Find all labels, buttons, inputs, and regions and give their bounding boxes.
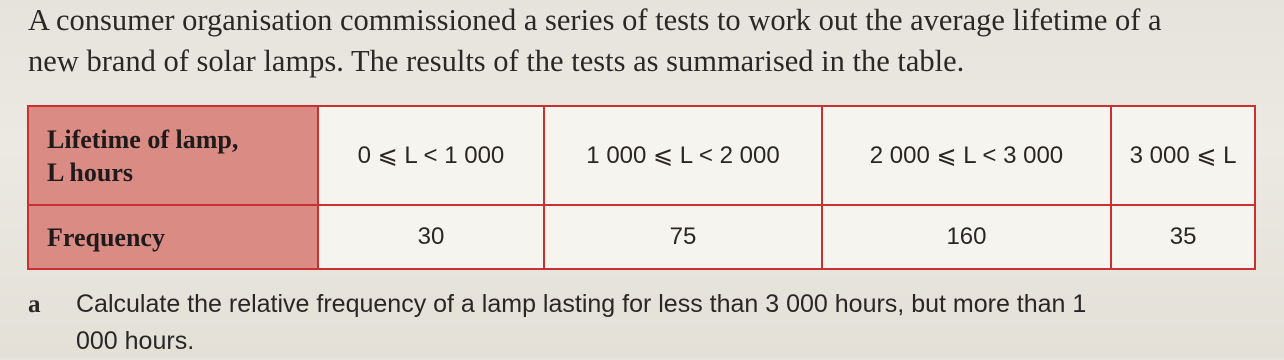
frequency-cell: 160 xyxy=(822,205,1111,269)
frequency-header-cell: Frequency xyxy=(28,205,318,269)
intro-paragraph xyxy=(28,0,1268,82)
range-cell: 3 000 ⩽ L xyxy=(1111,106,1255,205)
lifetime-row xyxy=(28,106,1255,205)
frequency-cell: 75 xyxy=(544,205,821,269)
range-cell: 1 000 ⩽ L < 2 000 xyxy=(544,106,821,205)
question-a xyxy=(28,286,1268,360)
question-letter: a xyxy=(28,291,41,318)
lifetime-header-line-1: Lifetime of lamp, xyxy=(47,124,239,154)
frequency-table xyxy=(27,105,1256,270)
frequency-cell: 30 xyxy=(318,205,545,269)
question-line-2: 000 hours. xyxy=(76,327,195,355)
frequency-cell: 35 xyxy=(1111,205,1255,269)
question-line-1: Calculate the relative frequency of a lamp lasting for less than 3 000 hours, but more than 1 xyxy=(76,290,1087,318)
intro-line-1: A consumer organisation commissioned a series of tests to work out the average lifetime of a xyxy=(28,3,1162,37)
lifetime-header-cell xyxy=(28,106,318,205)
range-cell: 2 000 ⩽ L < 3 000 xyxy=(822,106,1111,205)
frequency-row xyxy=(28,205,1255,269)
range-cell: 0 ⩽ L < 1 000 xyxy=(318,106,545,205)
lifetime-header-line-2: L hours xyxy=(47,157,133,187)
intro-line-2: new brand of solar lamps. The results of the tests as summarised in the table. xyxy=(28,44,965,78)
